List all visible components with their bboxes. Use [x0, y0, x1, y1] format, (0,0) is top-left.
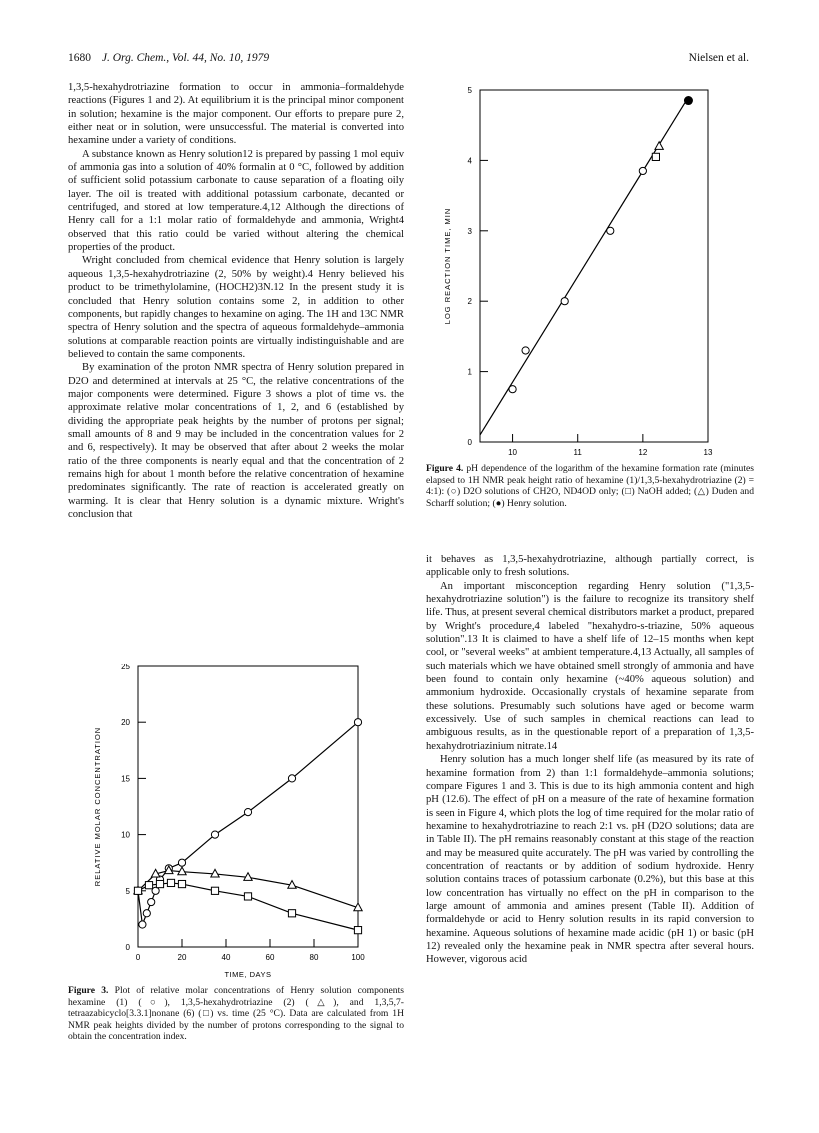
y-tick-label: 5 — [125, 886, 130, 896]
authors-header: Nielsen et al. — [688, 52, 749, 64]
y-tick-label: 0 — [467, 438, 472, 447]
y-tick-label: 3 — [467, 226, 472, 236]
page-number: 1680 — [68, 52, 91, 64]
data-point-circle — [244, 809, 251, 816]
data-point-circle — [354, 719, 361, 726]
x-tick-label: 100 — [351, 953, 365, 962]
data-point-square — [145, 882, 152, 889]
figure3-label: Figure 3. — [68, 985, 109, 996]
x-tick-label: 80 — [309, 953, 319, 962]
series-circle — [509, 167, 646, 392]
figure3-chart — [90, 664, 400, 982]
data-point-circle — [178, 859, 185, 866]
paragraph: An important misconception regarding Henry solution ("1,3,5-hexahydrotriazine solution") is the failure to recognize its transitory shelf life. Thus, at present several chemical distributors market a product, prepared by Wright's procedure,4 labeled "hexahydro-s-triazine, 50% aqueous solution".13 It is claimed to have a shelf life of 12–15 months when kept cool, or "several weeks" at ambient temperature.4,13 Actually, all samples of such materials which we have obtained smell strongly of ammonia and have been found to contain only hexamine (~40% aqueous solution) and ammonium hydroxide. Occasionally crystals of hexamine separate from these solutions. Presumably such solutions have aged or become warm excessively. Use of such samples in chemical reactions can lead to ambiguous results, as in the questionable report of a preparation of 1,3,5-hexahydrotriazinium nitrate.14 — [426, 580, 754, 752]
paragraph: Henry solution has a much longer shelf life (as measured by its rate of hexamine formation from 2) than 1:1 formaldehyde–ammonia solutions; compare Figures 1 and 3. This is due to its high ammonia content and high pH (12.6). The effect of pH on a measure of the rate of hexamine formation is seen in Figure 4, which plots the log of time required for the molar ratio of hexamine to hexahydrotriazine to reach 2:1 vs. pH (D2O solutions; data are in Table II). The pH remains reasonably constant at this stage of the reaction and may be measured quite accurately. The pH was varied by controlling the concentration of reactants or by addition of sodium hydroxide. Henry solution contains traces of potassium carbonate (0.2%), but this base at this low concentration has virtually no effect on the pH in comparison to the large amount of ammonia and amines present (Table II). Addition of formaldehyde or acid to Henry solution results in its rapid conversion to hexamine. Aqueous solutions of hexamine made acidic (pH 1) or basic (pH 12) revealed only the hexamine peak in NMR spectra after several hours. However, vigorous acid — [426, 754, 754, 966]
figure3-caption-text: Plot of relative molar concentrations of Henry solution components hexamine (1) (○), 1,3,5-hexahydrotriazine (2) (△), and 1,3,5,7-tetraazabicyclo[3.3.1]nonane (6) (□) vs. time (25 °C). Data are calculated from 1H NMR peak heights divided by the number of protons corresponding to the signal to obtain the concentration index. — [68, 985, 404, 1043]
y-axis-label: LOG REACTION TIME, MIN — [443, 207, 452, 325]
paragraph: 1,3,5-hexahydrotriazine formation to occur in ammonia–formaldehyde reactions (Figures 1 and 2). At equilibrium it is the principal minor component in solution; hexamine is the major component. Our efforts to prepare pure 2, either neat or in solution, were unsuccessful. The material is converted into hexamine under a variety of conditions. — [68, 82, 404, 147]
paragraph: Wright concluded from chemical evidence that Henry solution is largely aqueous 1,3,5-hexahydrotriazine (2, 50% by weight).4 Henry believed his product to be trimethylolamine, (HOCH2)3N.12 In the present study it is concluded that Henry solution contains some 2, in addition to other components, but rapidly changes to hexamine on aging. The 1H and 13C NMR spectra of Henry solution and the spectra of aqueous formaldehyde–ammonia solutions at comparable reaction points are virtually indistinguishable and are believed to contain the same components. — [68, 255, 404, 360]
figure4-caption — [426, 463, 754, 509]
x-tick-label: 20 — [177, 953, 187, 962]
data-point-square — [244, 893, 251, 900]
y-tick-label: 5 — [467, 86, 472, 95]
series-square — [134, 879, 361, 933]
data-point-square — [156, 880, 163, 887]
data-point-circle — [522, 347, 529, 354]
y-tick-label: 10 — [121, 830, 130, 840]
data-point-circle — [139, 921, 146, 928]
y-axis-label: RELATIVE MOLAR CONCENTRATION — [93, 726, 102, 887]
series-square — [652, 153, 659, 160]
paragraph: By examination of the proton NMR spectra of Henry solution prepared in D2O and determined at intervals at 25 °C, the relative concentrations of the major components were determined. Figure 3 shows a plot of time vs. the approximate relative molar concentrations of 1, 2, and 6 (established by dividing the appropriate peak heights by the number of protons per signal; small amounts of 8 and 9 may be included in the concentration values for 2 and 6, respectively). It may be observed that after about 2 weeks the molar ratio of the three components is nearly equal and that the concentration of 2 remains high for about 1 month before the relative concentration of hexamine predominates significantly. The rate of reaction is accelerated greatly on warming. It is clear that Henry solution is a dynamic mixture. Wright's conclusion that — [68, 362, 404, 520]
series-filled-circle — [684, 97, 692, 105]
figure3-caption — [68, 985, 404, 1043]
x-tick-label: 10 — [508, 448, 518, 457]
y-tick-label: 2 — [467, 297, 472, 307]
data-point-square — [354, 927, 361, 934]
x-tick-label: 0 — [135, 953, 141, 962]
y-tick-label: 1 — [467, 367, 472, 377]
data-point-circle — [148, 898, 155, 905]
data-point-square — [134, 887, 141, 894]
x-tick-label: 40 — [221, 953, 231, 962]
figure4-chart — [440, 82, 740, 457]
x-tick-label: 60 — [265, 953, 275, 962]
x-tick-label: 13 — [703, 448, 713, 457]
data-point-filled-circle — [684, 97, 692, 105]
x-axis-label: TIME, DAYS — [224, 970, 272, 979]
paragraph: A substance known as Henry solution12 is prepared by passing 1 mol equiv of ammonia gas into a solution of 40% formalin at 0 °C, followed by addition of sufficient solid potassium carbonate to cause separation of a floating oily layer. The oil is treated with additional potassium carbonate, decanted or centrifuged, and stored at low temperature.4,12 Although the directions of Henry call for a 1:1 molar ratio of formaldehyde and ammonia, Wright4 observed that this ratio could be varied without altering the chemical properties of the product. — [68, 148, 404, 254]
data-point-triangle — [655, 142, 663, 150]
data-point-circle — [639, 167, 646, 174]
data-point-circle — [143, 910, 150, 917]
left-column-text — [68, 81, 404, 521]
data-point-square — [652, 153, 659, 160]
figure4-label: Figure 4. — [426, 463, 464, 474]
plot-frame — [138, 666, 358, 947]
data-point-circle — [509, 386, 516, 393]
data-point-square — [167, 879, 174, 886]
data-point-circle — [561, 298, 568, 305]
y-tick-label: 4 — [467, 156, 472, 166]
series-triangle — [655, 142, 663, 150]
y-tick-label: 25 — [121, 664, 130, 671]
y-tick-label: 15 — [121, 774, 130, 784]
data-point-square — [211, 887, 218, 894]
right-column-text — [426, 553, 754, 967]
figure4-caption-text: pH dependence of the logarithm of the hexamine formation rate (minutes elapsed to 1H NMR peak height ratio of hexamine (1)/1,3,5-hexahydrotriazine (2) = 4:1): (○) D2O solutions of CH2O, ND4OD only; (□) NaOH added; (△) Duden and Scharff solution; (●) Henry solution. — [426, 463, 754, 509]
journal-citation: J. Org. Chem., Vol. 44, No. 10, 1979 — [101, 52, 270, 64]
y-tick-label: 20 — [121, 718, 130, 728]
data-point-circle — [288, 775, 295, 782]
x-tick-label: 11 — [573, 448, 582, 457]
y-tick-label: 0 — [125, 943, 130, 952]
paragraph: it behaves as 1,3,5-hexahydrotriazine, although partially correct, is applicable only to fresh solutions. — [426, 554, 754, 579]
running-header — [68, 52, 269, 64]
data-point-square — [178, 880, 185, 887]
series-line — [138, 883, 358, 930]
series-triangle — [134, 866, 362, 911]
x-tick-label: 12 — [638, 448, 648, 457]
data-point-circle — [211, 831, 218, 838]
data-point-circle — [607, 227, 614, 234]
data-point-square — [288, 910, 295, 917]
